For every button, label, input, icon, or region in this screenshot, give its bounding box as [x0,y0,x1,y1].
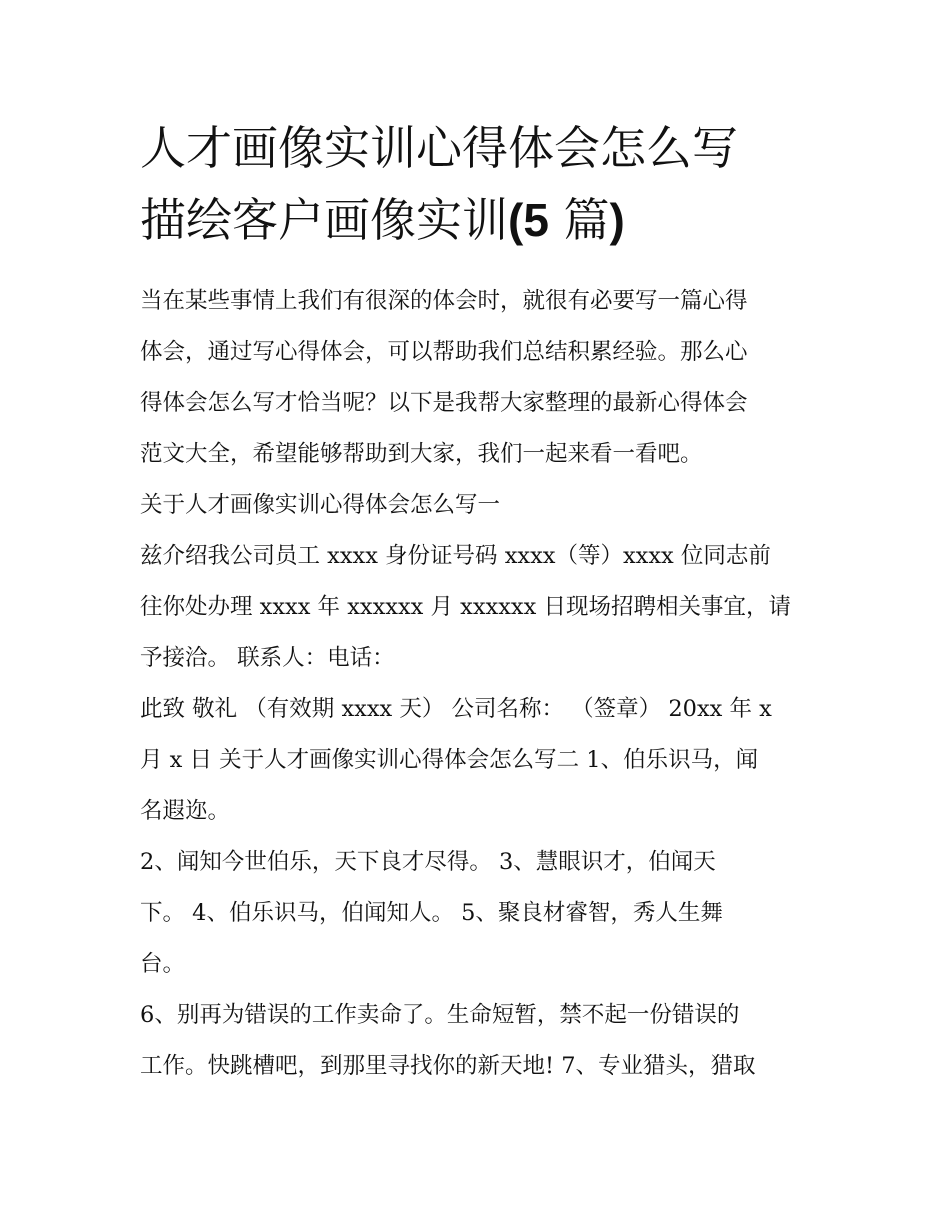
body-line: 此致 敬礼 （有效期 xxxx 天） 公司名称： （签章） 20xx 年 x [140,696,772,722]
body-line: 月 x 日 关于人才画像实训心得体会怎么写二 1、伯乐识马，闻 [140,747,759,773]
body-line: 兹介绍我公司员工 xxxx 身份证号码 xxxx（等）xxxx 位同志前 [140,543,771,569]
document-body [140,278,830,1094]
body-line: 往你处办理 xxxx 年 xxxxxx 月 xxxxxx 日现场招聘相关事宜，请 [140,594,791,620]
body-line: 台。 [140,951,186,977]
body-line: 名遐迩。 [140,798,231,824]
body-line: 6、别再为错误的工作卖命了。生命短暂，禁不起一份错误的 [140,1002,740,1028]
body-line: 工作。快跳槽吧，到那里寻找你的新天地! 7、专业猎头，猎取 [140,1053,756,1079]
body-line: 当在某些事情上我们有很深的体会时，就很有必要写一篇心得 [140,288,748,314]
title-count-unit: 篇 [548,193,610,247]
title-line-1: 人才画像实训心得体会怎么写 [140,121,738,175]
body-line: 予接洽。 联系人：电话： [140,645,395,671]
body-line: 2、闻知今世伯乐，天下良才尽得。 3、慧眼识才，伯闻天 [140,849,716,875]
document-title [140,112,840,256]
body-line: 下。 4、伯乐识马，伯闻知人。 5、聚良材睿智，秀人生舞 [140,900,723,926]
title-count-open: (5 [508,194,549,246]
title-line-2-prefix: 描绘客户画像实训 [140,193,508,247]
body-line: 得体会怎么写才恰当呢？以下是我帮大家整理的最新心得体会 [140,390,748,416]
body-line: 范文大全，希望能够帮助到大家，我们一起来看一看吧。 [140,441,703,467]
body-line: 体会，通过写心得体会，可以帮助我们总结积累经验。那么心 [140,339,748,365]
section-heading: 关于人才画像实训心得体会怎么写一 [140,492,501,518]
title-count-close: ) [609,194,625,246]
title-line-2 [140,184,840,256]
